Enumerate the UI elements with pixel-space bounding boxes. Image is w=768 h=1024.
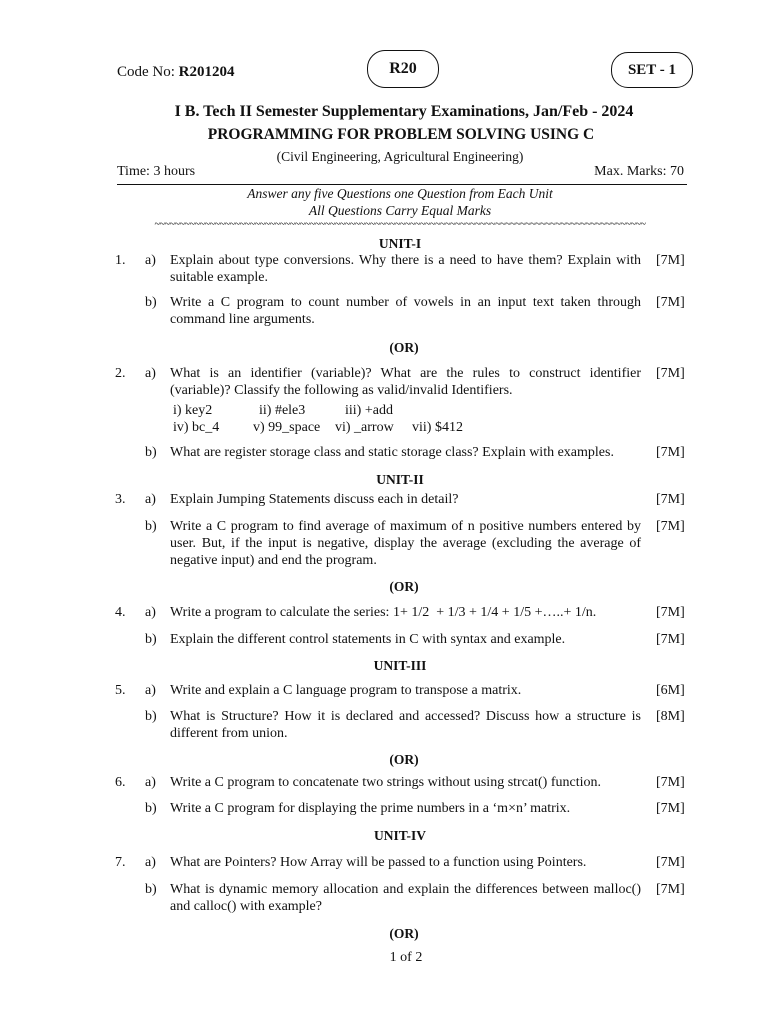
question-text: Explain the different control statements in C with syntax and example. [170, 632, 566, 647]
part-label: a) [145, 683, 156, 698]
question-text: What are register storage class and static storage class? Explain with examples. [170, 445, 614, 460]
part-label: a) [145, 366, 156, 381]
separator-line: ~~~~~~~~~~~~~~~~~~~~~~~~~~~~~~~~~~~~~~~~~~~~~~~~~~~~~~~~~~~~~~~~~~~~~~~~~~~~~~~~~~~~~~~~~~~~~~~~~~ [154, 219, 646, 230]
question-number: 4. [115, 605, 126, 620]
unit-heading: UNIT-I [378, 236, 422, 251]
page-number: 1 of 2 [389, 950, 423, 965]
marks-label: [7M] [656, 295, 685, 310]
part-label: a) [145, 775, 156, 790]
marks-label: [7M] [656, 366, 685, 381]
part-label: b) [145, 801, 157, 816]
part-label: a) [145, 253, 156, 268]
instruction-line-2: All Questions Carry Equal Marks [308, 203, 492, 218]
max-marks: Max. Marks: 70 [594, 164, 684, 179]
instruction-line-1: Answer any five Questions one Question from Each Unit [247, 186, 553, 201]
question-text: What is Structure? How it is declared and accessed? Discuss how a structure is different from union. [170, 709, 641, 741]
code-value: R201204 [178, 64, 235, 80]
subject-title: PROGRAMMING FOR PROBLEM SOLVING USING C [207, 126, 595, 143]
question-text: Write and explain a C language program to transpose a matrix. [170, 683, 522, 698]
marks-label: [7M] [656, 605, 685, 620]
marks-label: [6M] [656, 683, 685, 698]
marks-label: [7M] [656, 882, 685, 897]
option-item: iii) +add [345, 403, 393, 418]
question-number: 3. [115, 492, 126, 507]
part-label: a) [145, 855, 156, 870]
paper-header [0, 50, 768, 90]
marks-label: [7M] [656, 855, 685, 870]
set-badge: SET - 1 [611, 52, 693, 88]
option-item: vi) _arrow [335, 420, 394, 435]
marks-label: [7M] [656, 445, 685, 460]
part-label: b) [145, 519, 157, 534]
question-text: What is dynamic memory allocation and explain the differences between malloc() and calloc() with example? [170, 882, 641, 914]
question-text: What are Pointers? How Array will be passed to a function using Pointers. [170, 855, 587, 870]
code-label: Code No: [117, 64, 175, 80]
option-item: i) key2 [173, 403, 213, 418]
question-number: 7. [115, 855, 126, 870]
branches: (Civil Engineering, Agricultural Engineering) [276, 149, 524, 164]
part-label: b) [145, 445, 157, 460]
marks-label: [8M] [656, 709, 685, 724]
part-label: a) [145, 605, 156, 620]
part-label: b) [145, 632, 157, 647]
part-label: b) [145, 709, 157, 724]
question-text: Write a C program for displaying the prime numbers in a ‘m×n’ matrix. [170, 801, 571, 816]
time-allowed: Time: 3 hours [117, 164, 196, 179]
unit-heading: UNIT-II [376, 472, 424, 487]
part-label: b) [145, 882, 157, 897]
or-divider: (OR) [389, 752, 419, 767]
marks-label: [7M] [656, 801, 685, 816]
marks-label: [7M] [656, 253, 685, 268]
marks-label: [7M] [656, 492, 685, 507]
or-divider: (OR) [389, 579, 419, 594]
code-number [117, 64, 235, 81]
exam-title: I B. Tech II Semester Supplementary Examinations, Jan/Feb - 2024 [174, 103, 634, 120]
part-label: b) [145, 295, 157, 310]
unit-heading: UNIT-III [373, 658, 427, 673]
question-text: Write a C program to count number of vowels in an input text taken through command line arguments. [170, 295, 641, 327]
or-divider: (OR) [389, 340, 419, 355]
marks-label: [7M] [656, 519, 685, 534]
question-text: Explain about type conversions. Why there is a need to have them? Explain with suitable example. [170, 253, 641, 285]
question-text: Write a C program to find average of maximum of n positive numbers entered by user. But, if the input is negative, display the average (excluding the average of negative input) and end the program. [170, 519, 641, 568]
option-item: ii) #ele3 [259, 403, 306, 418]
header-rule [117, 184, 687, 185]
regulation-badge: R20 [367, 50, 439, 88]
question-text: Explain Jumping Statements discuss each in detail? [170, 492, 459, 507]
question-number: 5. [115, 683, 126, 698]
question-number: 2. [115, 366, 126, 381]
option-item: iv) bc_4 [173, 420, 220, 435]
question-number: 6. [115, 775, 126, 790]
question-text: Write a program to calculate the series: 1+ 1/2 + 1/3 + 1/4 + 1/5 +…..+ 1/n. [170, 605, 597, 620]
question-number: 1. [115, 253, 126, 268]
option-item: v) 99_space [253, 420, 321, 435]
or-divider: (OR) [389, 926, 419, 941]
marks-label: [7M] [656, 775, 685, 790]
question-text: Write a C program to concatenate two strings without using strcat() function. [170, 775, 601, 790]
marks-label: [7M] [656, 632, 685, 647]
part-label: a) [145, 492, 156, 507]
question-text: What is an identifier (variable)? What are the rules to construct identifier (variable)? Classify the following as valid/invalid Identifiers. [170, 366, 641, 398]
unit-heading: UNIT-IV [373, 828, 427, 843]
option-item: vii) $412 [412, 420, 463, 435]
